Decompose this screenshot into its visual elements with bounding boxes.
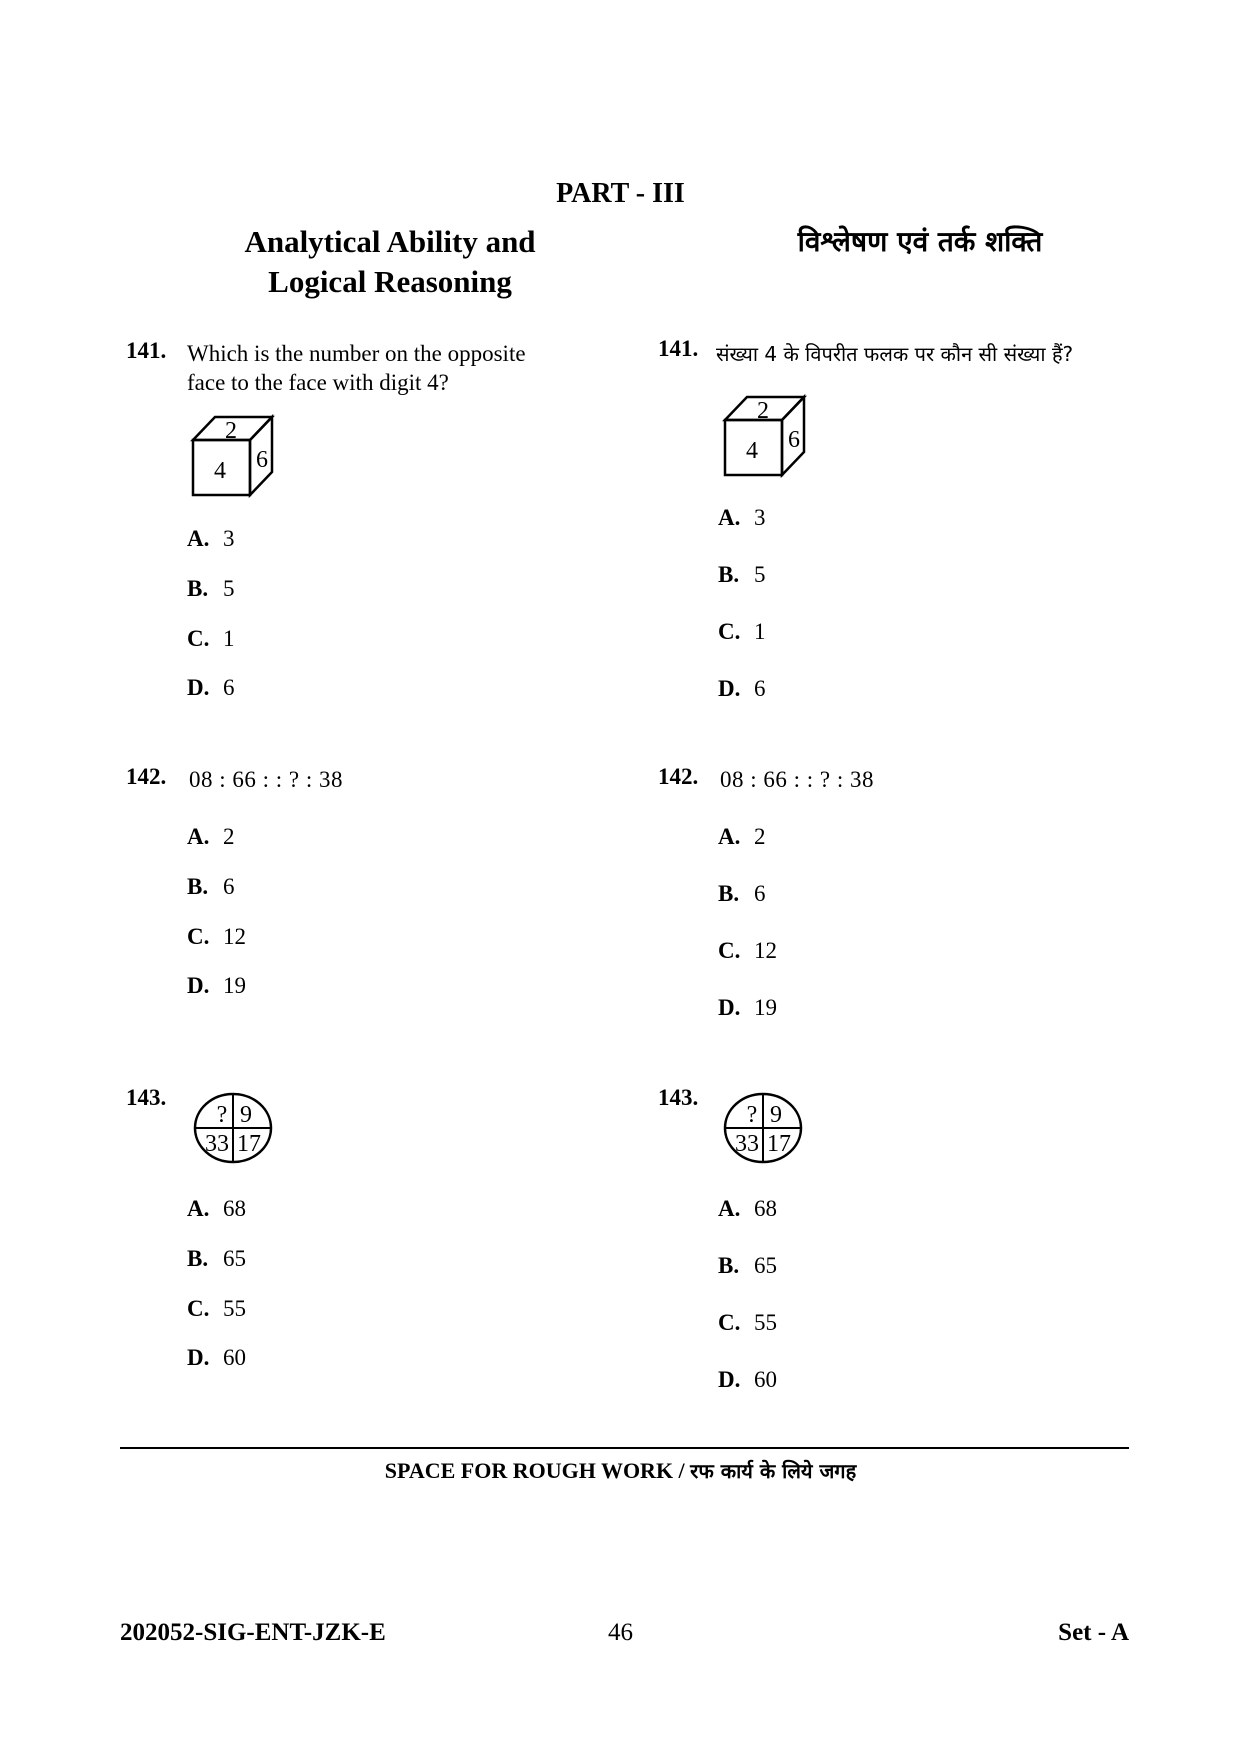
question-143-hindi-option-d: D. 60 bbox=[718, 1367, 777, 1392]
section-title-english-line2: Logical Reasoning bbox=[268, 264, 512, 299]
rough-work-divider bbox=[120, 1447, 1129, 1449]
question-143-hindi-number: 143. bbox=[658, 1085, 699, 1110]
question-141-text-line1: Which is the number on the opposite bbox=[187, 341, 526, 366]
section-title-english-line1: Analytical Ability and bbox=[244, 224, 536, 259]
cube-side-face-number: 6 bbox=[788, 427, 800, 453]
circle-bottom-right-number: 17 bbox=[767, 1131, 791, 1157]
footer-page-number: 46 bbox=[608, 1619, 633, 1646]
question-142-option-b: B. 6 bbox=[187, 874, 235, 899]
question-142-option-a: A. 2 bbox=[187, 824, 235, 849]
footer-set-label: Set - A bbox=[1058, 1619, 1129, 1646]
question-143-option-a: A. 68 bbox=[187, 1196, 246, 1221]
question-142-hindi-option-c: C. 12 bbox=[718, 938, 777, 963]
cube-front-face-number: 4 bbox=[746, 438, 758, 464]
circle-bottom-left-number: 33 bbox=[205, 1131, 229, 1157]
question-142-hindi-option-d: D. 19 bbox=[718, 995, 777, 1020]
question-141-hindi-option-b: B. 5 bbox=[718, 562, 766, 587]
question-141-hindi-option-c: C. 1 bbox=[718, 619, 766, 644]
question-143-option-d: D. 60 bbox=[187, 1345, 246, 1370]
circle-top-left-number: ? bbox=[216, 1102, 228, 1128]
part-heading: PART - III bbox=[556, 178, 685, 209]
question-143-option-c: C. 55 bbox=[187, 1296, 246, 1321]
cube-side-face-number: 6 bbox=[256, 447, 268, 473]
question-143-hindi-option-b: B. 65 bbox=[718, 1253, 777, 1278]
circle-top-right-number: 9 bbox=[240, 1102, 252, 1128]
question-141-cube-figure bbox=[190, 414, 276, 498]
question-141-option-a: A. 3 bbox=[187, 526, 235, 551]
question-142-option-c: C. 12 bbox=[187, 924, 246, 949]
question-142-hindi-option-a: A. 2 bbox=[718, 824, 766, 849]
question-142-number: 142. bbox=[126, 764, 167, 789]
rough-work-label bbox=[0, 1457, 1241, 1484]
question-141-hindi-text: संख्या 4 के विपरीत फलक पर कौन सी संख्या हैं? bbox=[716, 342, 1074, 366]
question-143-hindi-circle-figure bbox=[723, 1092, 803, 1164]
question-142-hindi-number: 142. bbox=[658, 764, 699, 789]
question-142-hindi-text: 08 : 66 : : ? : 38 bbox=[720, 767, 875, 792]
question-142-option-d: D. 19 bbox=[187, 973, 246, 998]
question-141-option-d: D. 6 bbox=[187, 675, 235, 700]
question-141-text-line2: face to the face with digit 4? bbox=[187, 370, 449, 395]
cube-top-face-number: 2 bbox=[225, 418, 237, 444]
circle-bottom-right-number: 17 bbox=[237, 1131, 261, 1157]
question-143-hindi-option-a: A. 68 bbox=[718, 1196, 777, 1221]
section-title-english bbox=[200, 222, 580, 302]
circle-top-left-number: ? bbox=[746, 1102, 758, 1128]
footer-paper-code: 202052-SIG-ENT-JZK-E bbox=[120, 1619, 386, 1646]
question-141-number: 141. bbox=[126, 338, 167, 363]
question-141-option-c: C. 1 bbox=[187, 626, 235, 651]
question-141-hindi-option-a: A. 3 bbox=[718, 505, 766, 530]
rough-work-label-hindi: रफ कार्य के लिये जगह bbox=[690, 1459, 857, 1483]
question-141-hindi-number: 141. bbox=[658, 336, 699, 361]
cube-top-face-number: 2 bbox=[757, 398, 769, 424]
question-143-hindi-option-c: C. 55 bbox=[718, 1310, 777, 1335]
question-143-option-b: B. 65 bbox=[187, 1246, 246, 1271]
question-143-circle-figure bbox=[193, 1092, 273, 1164]
circle-top-right-number: 9 bbox=[770, 1102, 782, 1128]
question-143-number: 143. bbox=[126, 1085, 167, 1110]
question-142-text: 08 : 66 : : ? : 38 bbox=[189, 767, 344, 792]
question-141-text bbox=[187, 339, 526, 397]
question-141-hindi-cube-figure bbox=[722, 394, 808, 478]
circle-bottom-left-number: 33 bbox=[735, 1131, 759, 1157]
rough-work-label-english: SPACE FOR ROUGH WORK / bbox=[384, 1458, 691, 1483]
question-141-option-b: B. 5 bbox=[187, 576, 235, 601]
question-142-hindi-option-b: B. 6 bbox=[718, 881, 766, 906]
question-141-hindi-option-d: D. 6 bbox=[718, 676, 766, 701]
section-title-hindi: विश्लेषण एवं तर्क शक्ति bbox=[797, 225, 1043, 258]
cube-front-face-number: 4 bbox=[214, 458, 226, 484]
